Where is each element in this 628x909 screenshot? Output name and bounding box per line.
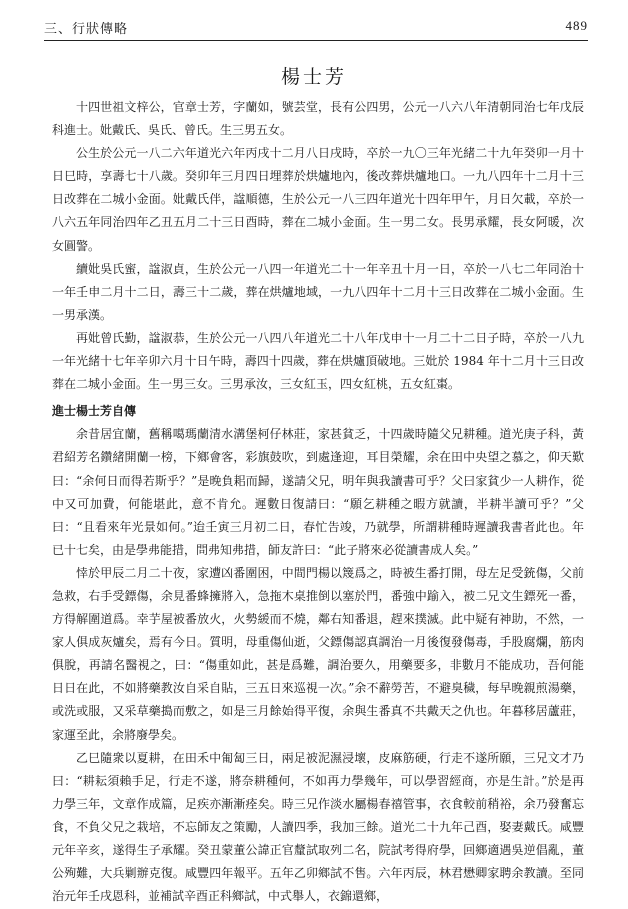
article-title: 楊士芳	[280, 66, 347, 88]
autobiography-heading: 進士楊士芳自傳	[52, 404, 137, 419]
paragraph: 乙巳隨衆以夏耕，在田禾中匍匐三日，兩足被泥濕浸壞，皮麻筋硬，行走不遂所願，三兄文才乃曰：“耕耘須賴手足，行走不遂，將奈耕種何，不如再力學幾年，可以學習經商，亦是生計。”於是再力學三年，文章作成篇，足疾亦漸漸痊矣。時三兄作淡水屬楊春禧管事，衣食較前稍裕，余乃發奮忘食，不負父兄之栽培，不忘師友之策勵，人讀四季，我加三餘。道光二十九年己酉，娶妻戴氏。咸豐元年辛亥，遂得生子承耀。癸丑蒙董公諱正官釐試取列二名，院試考得府學，回鄉適遇吳逆倡亂，董公殉難，大兵剿辦克復。咸豐四年報平。五年乙卯鄉試不售。六年丙辰，林君懋卿家聘余教讀。至同治元年壬戌恩科，並補試辛酉正科鄉試，中式舉人，衣錦還鄉，	[52, 750, 584, 904]
paragraph: 再妣曾氏勤，諡淑恭，生於公元一八四八年道光二十八年戊申十一月二十二日子時，卒於一八九一年光緒十七年辛卯六月十日午時，壽四十四歲，葬在烘爐頂破地。三妣於 1984 年十二月十三日改葬在二城小金面。生一男三女。三男承汝，三女紅玉，四女紅桃，五女紅棗。	[52, 330, 584, 392]
paragraph: 續妣吳氏蜜，諡淑貞，生於公元一八四一年道光二十一年辛丑十月一日，卒於一八七二年同治十一年壬申二月十二日，壽三十二歲，葬在烘爐地域，一九八四年十二月十三日改葬在二城小金面。生一男承漢。	[52, 261, 584, 322]
paragraph: 悻於甲辰二月二十夜，家遭凶番圍困，中間門楊以篾爲之，時被生番打開，母左足受銃傷，父前急救，右手受鏢傷，余見番蜂擁將入，急拖木桌推倒以塞於門，番強中踰入，被二兄文生鏢死一番，方得解圍道爲。幸芋屋被番放火，火勢緩而不燒，鄰右知番退，趕來撲滅。此中疑有神助，不然，一家人俱成灰爐矣，焉有今日。質明，母重傷仙逝，父鏢傷認真調治一月後復發傷毒，手股腐爛，筋肉俱脫，再請名醫視之，曰：“傷重如此，甚是爲難，調治要久，用藥要多，非數月不能成功，吾何能日日在此，不如將藥教汝自采自貼，三五日來巡視一次。”余不辭勞苦，不避臭穢，每早晚親煎湯藥，或洗或服，又采草藥搗而敷之，如是三月餘始得平復，余與生番真不共戴天之仇也。年暮移居蘆莊，家運至此，余將廢學矣。	[52, 565, 584, 742]
article-body	[52, 96, 584, 908]
page-header	[44, 14, 588, 36]
section-heading: 三、行狀傳略	[44, 22, 129, 37]
paragraph: 余昔居宜蘭，舊稱噶瑪蘭清水溝堡柯仔林莊，家甚貧乏，十四歲時隨父兄耕種。道光庚子科，黃君紹芳名鑽緒開蘭一榜，下鄉會客，彩旗鼓吹，到處逢迎，耳目榮耀，余在田中央望之慕之，仰天歎曰：“余何日而得若斯乎？”是晚負耜而歸，遂請父兄，明年與我讀書可乎？父曰家貧少一人耕作，從中又可加費，何能堪此，意不肯允。遲數日復請曰：“願乞耕種之暇方就讀，半耕半讀可乎？”父曰：“且看來年光景如何。”迨壬寅三月初二日，春忙告竣，乃就學，所謂耕種時遲讀我書者此也。年已十七矣，由是學弗能措，問弗知弗措，師友許曰：“此子將來必從讀書成人矣。”	[52, 427, 584, 557]
paragraph: 公生於公元一八二六年道光六年丙戌十二月八日戌時，卒於一九〇三年光緒二十九年癸卯一月十日巳時，享壽七十八歲。癸卯年三月四日埋葬於烘爐地內，後改葬烘爐地口。一九八四年十二月十三日改葬在二城小金面。妣戴氏伴，諡順德，生於公元一八三四年道光十四年甲午，月日欠載，卒於一八六五年同治四年乙丑五月二十三日酉時，葬在二城小金面。生一男二女。長男承耀，長女阿暖，次女圓警。	[52, 146, 584, 253]
page-number: 489	[565, 18, 588, 33]
paragraph: 十四世祖文梓公，官章士芳，字蘭如，號芸堂，長有公四男，公元一八六八年清朝同治七年戊辰科進士。妣戴氏、吳氏、曾氏。生三男五女。	[52, 100, 584, 138]
header-rule	[44, 40, 588, 41]
